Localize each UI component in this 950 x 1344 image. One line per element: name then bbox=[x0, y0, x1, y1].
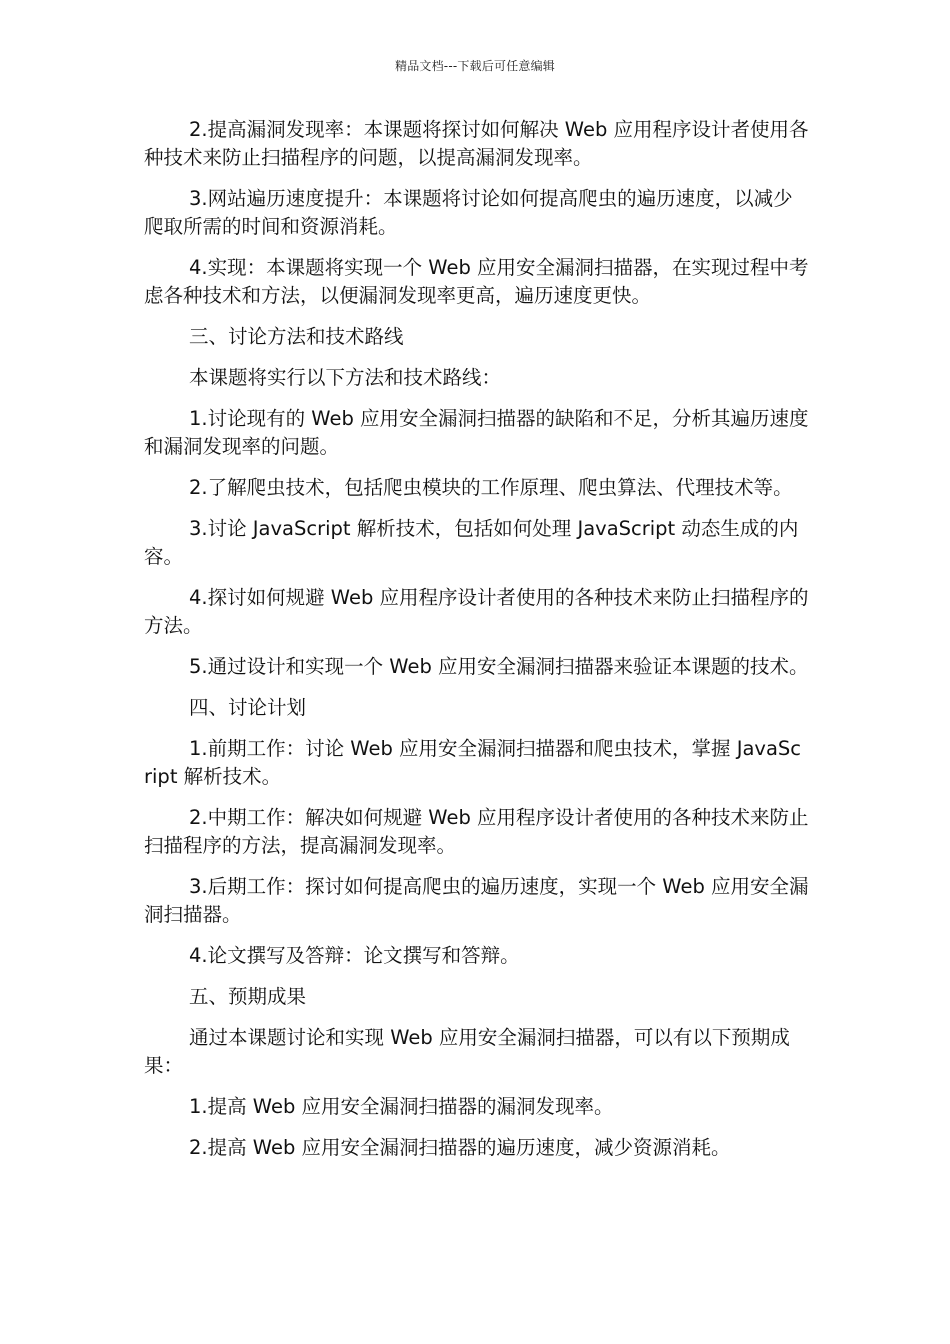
paragraph-outcomes-intro: 通过本课题讨论和实现 Web 应用安全漏洞扫描器，可以有以下预期成果： bbox=[144, 1026, 790, 1077]
section-heading-outcomes: 五、预期成果 bbox=[189, 985, 307, 1008]
plan-item-1: 1.前期工作：讨论 Web 应用安全漏洞扫描器和爬虫技术，掌握 JavaScript 解析技术。 bbox=[144, 737, 802, 788]
page-header: 精品文档---下载后可任意编辑 bbox=[395, 59, 555, 73]
paragraph-item-4-implementation: 4.实现：本课题将实现一个 Web 应用安全漏洞扫描器，在实现过程中考虑各种技术和方法，以便漏洞发现率更高，遍历速度更快。 bbox=[144, 256, 809, 307]
paragraph-item-2-discovery-rate: 2.提高漏洞发现率：本课题将探讨如何解决 Web 应用程序设计者使用各种技术来防止扫描程序的问题，以提高漏洞发现率。 bbox=[144, 118, 809, 169]
outcome-item-2: 2.提高 Web 应用安全漏洞扫描器的遍历速度，减少资源消耗。 bbox=[189, 1136, 731, 1159]
paragraph-item-3-traversal-speed: 3.网站遍历速度提升：本课题将讨论如何提高爬虫的遍历速度，以减少爬取所需的时间和资源消耗。 bbox=[144, 187, 793, 238]
plan-item-2: 2.中期工作：解决如何规避 Web 应用程序设计者使用的各种技术来防止扫描程序的方法，提高漏洞发现率。 bbox=[144, 806, 809, 857]
method-item-2: 2.了解爬虫技术，包括爬虫模块的工作原理、爬虫算法、代理技术等。 bbox=[189, 476, 793, 499]
outcome-item-1: 1.提高 Web 应用安全漏洞扫描器的漏洞发现率。 bbox=[189, 1095, 614, 1118]
document-body bbox=[144, 116, 809, 1175]
plan-item-3: 3.后期工作：探讨如何提高爬虫的遍历速度，实现一个 Web 应用安全漏洞扫描器。 bbox=[144, 875, 809, 926]
method-item-5: 5.通过设计和实现一个 Web 应用安全漏洞扫描器来验证本课题的技术。 bbox=[189, 655, 809, 678]
section-heading-methods: 三、讨论方法和技术路线 bbox=[189, 325, 404, 348]
method-item-4: 4.探讨如何规避 Web 应用程序设计者使用的各种技术来防止扫描程序的方法。 bbox=[144, 586, 809, 637]
plan-item-4: 4.论文撰写及答辩：论文撰写和答辩。 bbox=[189, 944, 520, 967]
paragraph-methods-intro: 本课题将实行以下方法和技术路线： bbox=[189, 366, 502, 389]
method-item-3: 3.讨论 JavaScript 解析技术，包括如何处理 JavaScript 动态生成的内容。 bbox=[144, 517, 799, 568]
section-heading-plan: 四、讨论计划 bbox=[189, 696, 307, 719]
method-item-1: 1.讨论现有的 Web 应用安全漏洞扫描器的缺陷和不足，分析其遍历速度和漏洞发现率的问题。 bbox=[144, 407, 809, 458]
